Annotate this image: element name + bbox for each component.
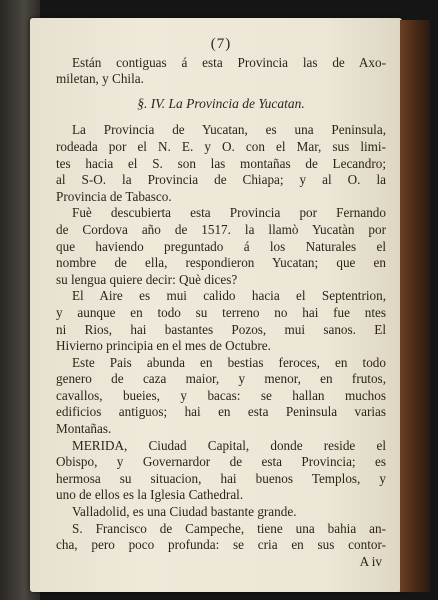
text-line: al S-O. la Provincia de Chiapa; y al O. la [56, 172, 386, 188]
text-line: Obispo, y Governardor de esta Provincia; es [56, 454, 386, 470]
text-line: Fuè descubierta esta Provincia por Fernando [72, 205, 386, 221]
text-line: Hivierno principia en el mes de Octubre. [56, 338, 271, 354]
text-line: La Provincia de Yucatan, es una Peninsula, [72, 122, 386, 138]
text-line: Provincia de Tabasco. [56, 188, 172, 204]
text-line: El Aire es mui calido hacia el Septentrion, [72, 288, 386, 304]
text-line: y aunque en todo su terreno no hai fue ntes [56, 304, 386, 320]
text-line: hermosa su situacion, hai buenos Templos, y [56, 470, 386, 486]
signature-mark: A iv [359, 553, 382, 569]
text-line: MERIDA, Ciudad Capital, donde reside el [72, 437, 386, 453]
text-line: su lengua quiere decir: Què dices? [56, 271, 238, 287]
text-line: nombre de ella, respondieron Yucatan; que en [56, 255, 386, 271]
text-line: edificios antiguos; hai en esta Peninsula varias [56, 404, 386, 420]
text-line: ni Rios, hai bastantes Pozos, mui sanos. El [56, 321, 386, 337]
text-line: genero de caza maior, y menor, en frutos, [56, 371, 386, 387]
page-text [56, 36, 386, 570]
section-title: §. IV. La Provincia de Yucatan. [137, 95, 305, 111]
text-line: tes hacia el S. son las montañas de Lecandro; [56, 155, 386, 171]
text-line: rodeada por el N. E. y O. con el Mar, sus limi- [56, 138, 386, 154]
text-line: Montañas. [56, 421, 112, 437]
text-line: Valladolid, es una Ciudad bastante grande. [72, 504, 297, 520]
text-line: de Cordova año de 1517. la llamò Yucatàn por [56, 221, 386, 237]
page-number: (7) [210, 36, 232, 52]
text-line: cha, pero poco profunda: se cria en sus contor- [56, 537, 386, 553]
text-line: miletan, y Chila. [56, 71, 144, 87]
text-line: S. Francisco de Campeche, tiene una bahia an- [72, 520, 386, 536]
text-line: que haviendo preguntado á los Naturales el [56, 238, 386, 254]
book-right-edge [400, 20, 430, 592]
text-line: Están contiguas á esta Provincia las de Axo- [72, 54, 386, 70]
text-line: uno de ellos es la Iglesia Cathedral. [56, 487, 244, 503]
text-line: Este Pais abunda en bestias feroces, en todo [72, 354, 386, 370]
text-line: cavallos, bueies, y bacas: se hallan muchos [56, 387, 386, 403]
